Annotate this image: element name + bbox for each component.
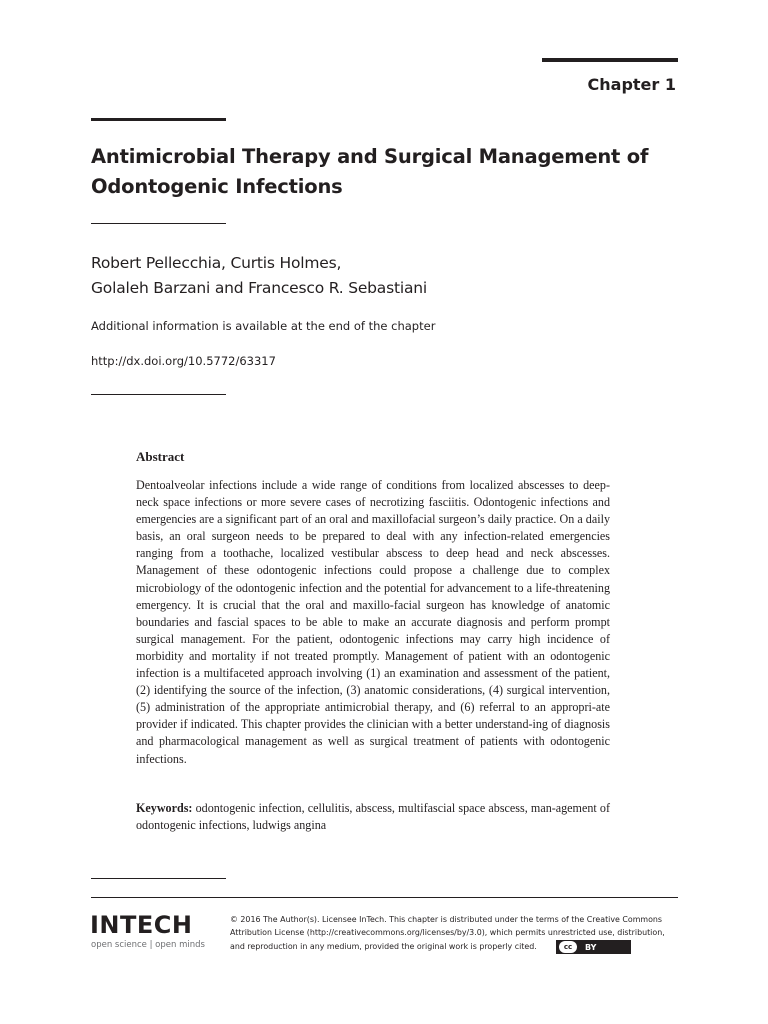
author-list [91, 251, 427, 301]
abstract-body: Dentoalveolar infections include a wide range of conditions from localized abscesses to deep-neck space infections or more severe cases of necrotizing fasciitis. Odontogenic infections and emergencies are a significant part of an oral and maxillofacial surgeon’s daily practice. On a daily basis, an oral surgeon needs to be prepared to deal with any infection-related emergencies ranging from a toothache, localized vestibular abscess to deep head and neck abscesses. Management of these odontogenic infections could propose a challenge due to complex microbiology of the odontogenic infection and the potential for advancement to a life-threatening emergency. It is crucial that the oral and maxillo-facial surgeon has knowledge of anatomic boundaries and fascial spaces to be able to make an accurate diagnosis and perform prompt surgical management. For the patient, odontogenic infections may carry high incidence of morbidity and mortality if not treated promptly. Management of patient with an odontogenic infection is a multifaceted approach involving (1) an examination and assessment of the patient, (2) identifying the source of the infection, (3) anatomic considerations, (4) surgical intervention, (5) administration of the appropriate antimicrobial therapy, and (6) referral to an appropri-ate provider if indicated. This chapter provides the clinician with a better understand-ing of diagnosis and pharmacological management as well as surgical treatment of patients with odontogenic infections. [136, 478, 610, 766]
chapter-title-line-1: Antimicrobial Therapy and Surgical Management of [91, 145, 649, 168]
license-line-2: Attribution License (http://creativecommons.org/licenses/by/3.0), which permits unrestricted use, distribution, [230, 928, 665, 938]
cc-by-badge[interactable] [556, 940, 631, 954]
author-line-2: Golaleh Barzani and Francesco R. Sebastiani [91, 279, 427, 297]
footer-short-rule [91, 878, 226, 879]
doi-bottom-rule [91, 394, 226, 395]
chapter-title-line-2: Odontogenic Infections [91, 175, 343, 198]
chapter-label: Chapter 1 [587, 75, 676, 94]
cc-icon: cc [559, 941, 577, 953]
chapter-title [91, 142, 691, 202]
keywords-label: Keywords: [136, 801, 193, 815]
keywords-text: odontogenic infection, cellulitis, abscess, multifascial space abscess, man-agement of odontogenic infections, ludwigs angina [136, 801, 610, 833]
doi-link[interactable]: http://dx.doi.org/10.5772/63317 [91, 354, 276, 368]
abstract-heading: Abstract [136, 449, 185, 464]
license-line-1: © 2016 The Author(s). Licensee InTech. This chapter is distributed under the terms of the Creative Commons [230, 915, 663, 924]
footer-full-rule [91, 897, 678, 898]
license-line-3: and reproduction in any medium, provided the original work is properly cited. [230, 941, 537, 951]
keywords-paragraph [136, 800, 610, 834]
chapter-rule [542, 58, 678, 62]
additional-info-note: Additional information is available at the end of the chapter [91, 319, 436, 333]
intech-logo-tagline: open science | open minds [91, 940, 205, 950]
title-bottom-rule [91, 223, 226, 224]
intech-logo: INTECH [90, 911, 193, 939]
author-line-1: Robert Pellecchia, Curtis Holmes, [91, 254, 342, 272]
title-top-rule [91, 118, 226, 121]
cc-by-label: BY [585, 942, 597, 952]
